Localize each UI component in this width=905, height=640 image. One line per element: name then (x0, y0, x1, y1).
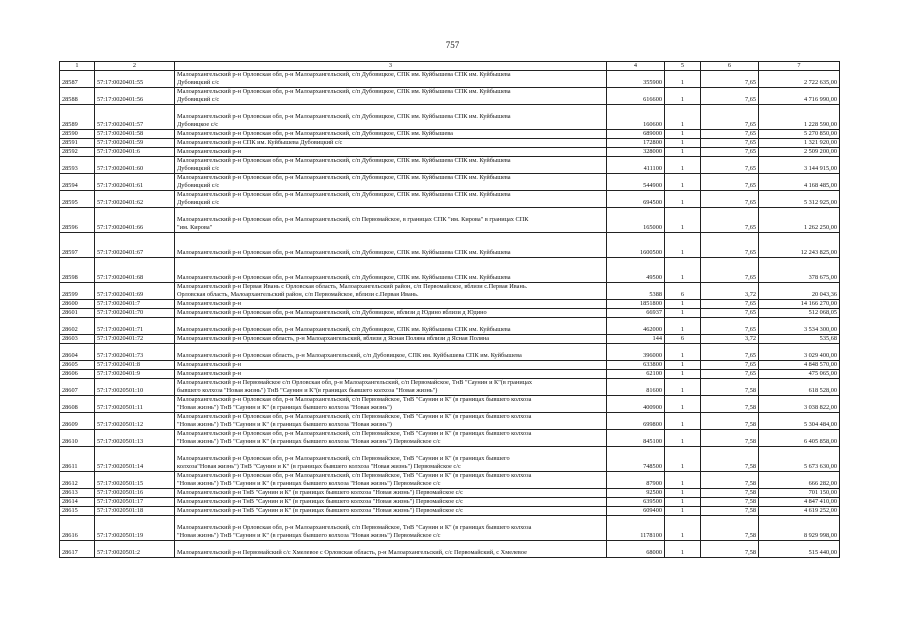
column-header: 2 (95, 62, 175, 71)
group-code: 1 (665, 309, 701, 318)
cadastral-number: 57:17:0020401:70 (95, 309, 175, 318)
area-value: 400900 (607, 396, 665, 413)
area-value: 699800 (607, 413, 665, 430)
location-description: Малоархангельский р-н Орловская обл, р-н Малоархангельский, с/п Дубовицкое, СПК им. Куйбышева СПК им. Куйбышева Дубовицкий с/с (175, 71, 607, 88)
cadastral-value: 515 440,00 (759, 541, 840, 558)
table-row (60, 379, 840, 396)
group-code: 1 (665, 516, 701, 541)
cadastral-value: 4 716 990,00 (759, 88, 840, 105)
rate-value: 7,65 (701, 71, 759, 88)
table-row (60, 174, 840, 191)
group-code: 1 (665, 208, 701, 233)
location-description: Малоархангельский р-н Орловская обл, р-н Малоархангельский, с/п Первомайское, ТнВ "Саунин и К" (в границах бывшего колхоза "Новая жизнь") ТнВ "Саунин и К" (в границах бывшего колхоза "Новая жизнь") (175, 396, 607, 413)
location-description: Малоархангельский р-н Орловская обл, р-н Малоархангельский, с/п Первомайское, ТнВ "Саунин и К" (в границах бывшего колхоза"Новая жизнь") ТнВ "Саунин и К" (в границах бывшего колхоза "Новая жизнь") Первомайское с/с (175, 447, 607, 472)
location-description: Малоархангельский р-н Первомайский с/с Хмелевое с Орловская область, р-н Малоархангельский, с/с Первомайский, с Хмелевое (175, 541, 607, 558)
location-description: Малоархангельский р-н (175, 370, 607, 379)
area-value: 68000 (607, 541, 665, 558)
group-code: 1 (665, 71, 701, 88)
location-description: Малоархангельский р-н Орловская обл, р-н Малоархангельский, с/п Первомайское, ТнВ "Саунин и К" (в границах бывшего колхоза "Новая жизнь") ТнВ "Саунин и К" (в границах бывшего колхоза "Новая жизнь") Первомайское с/с (175, 472, 607, 489)
rate-value: 7,58 (701, 498, 759, 507)
location-description: Малоархангельский р-н Орловская обл, р-н Малоархангельский, с/п Дубовицкое, СПК им. Куйбышева СПК им. Куйбышева (175, 318, 607, 335)
cadastral-number: 57:17:0020401:55 (95, 71, 175, 88)
area-value: 1600500 (607, 233, 665, 258)
location-description: Малоархангельский р-н ТнВ "Саунин и К" (в границах бывшего колхоза "Новая жизнь") Первомайское с/с (175, 498, 607, 507)
cadastral-value: 618 528,00 (759, 379, 840, 396)
cadastral-number: 57:17:0020401:56 (95, 88, 175, 105)
rate-value: 7,65 (701, 309, 759, 318)
cadastral-value: 2 509 200,00 (759, 148, 840, 157)
area-value: 544900 (607, 174, 665, 191)
cadastral-value: 4 847 410,00 (759, 498, 840, 507)
area-value: 462000 (607, 318, 665, 335)
location-description: Малоархангельский р-н Орловская обл, р-н Малоархангельский, с/п Дубовицкое, вблизи д Юдино вблизи д Юдино (175, 309, 607, 318)
group-code: 1 (665, 148, 701, 157)
cadastral-number: 57:17:0020401:57 (95, 105, 175, 130)
group-code: 1 (665, 105, 701, 130)
group-code: 1 (665, 174, 701, 191)
table-row (60, 430, 840, 447)
location-description: Малоархангельский р-н ТнВ "Саунин и К" (в границах бывшего колхоза "Новая жизнь") Первомайское с/с (175, 489, 607, 498)
row-number: 28611 (60, 447, 95, 472)
column-header: 4 (607, 62, 665, 71)
row-number: 28604 (60, 344, 95, 361)
table-row (60, 148, 840, 157)
rate-value: 7,65 (701, 361, 759, 370)
table-row (60, 208, 840, 233)
cadastral-value: 5 312 925,00 (759, 191, 840, 208)
row-number: 28605 (60, 361, 95, 370)
row-number: 28593 (60, 157, 95, 174)
rate-value: 7,65 (701, 157, 759, 174)
location-description: Малоархангельский р-н Орловская обл, р-н Малоархангельский, с/п Первомайское, ТнВ "Саунин и К" (в границах бывшего колхоза "Новая жизнь") ТнВ "Саунин и К" (в границах бывшего колхоза "Новая жизнь") Первомайское с/с (175, 430, 607, 447)
row-number: 28591 (60, 139, 95, 148)
area-value: 1178100 (607, 516, 665, 541)
rate-value: 7,58 (701, 413, 759, 430)
location-description: Малоархангельский р-н Орловская обл, р-н Малоархангельский, с/п Дубовицкое, СПК им. Куйбышева СПК им. Куйбышева Дубовицкий с/с (175, 88, 607, 105)
table-row (60, 191, 840, 208)
location-description: Малоархангельский р-н Орловская обл, р-н Малоархангельский, с/п Первомайское, ТнВ "Саунин и К" (в границах бывшего колхоза "Новая жизнь") ТнВ "Саунин и К" (в границах бывшего колхоза "Новая жизнь") Первомайское с/с (175, 516, 607, 541)
rate-value: 3,72 (701, 335, 759, 344)
rate-value: 7,65 (701, 105, 759, 130)
area-value: 396000 (607, 344, 665, 361)
group-code: 1 (665, 300, 701, 309)
table-row (60, 258, 840, 283)
area-value: 633800 (607, 361, 665, 370)
table-row (60, 335, 840, 344)
row-number: 28603 (60, 335, 95, 344)
cadastral-number: 57:17:0020501:16 (95, 489, 175, 498)
page-number: 757 (445, 40, 460, 50)
row-number: 28599 (60, 283, 95, 300)
rate-value: 7,65 (701, 174, 759, 191)
row-number: 28597 (60, 233, 95, 258)
table-row (60, 300, 840, 309)
rate-value: 7,58 (701, 541, 759, 558)
row-number: 28592 (60, 148, 95, 157)
rate-value: 7,65 (701, 233, 759, 258)
location-description: Малоархангельский р-н (175, 300, 607, 309)
row-number: 28615 (60, 507, 95, 516)
cadastral-value: 3 534 300,00 (759, 318, 840, 335)
cadastral-value: 1 228 590,00 (759, 105, 840, 130)
group-code: 1 (665, 379, 701, 396)
column-header: 7 (759, 62, 840, 71)
cadastral-value: 4 848 570,00 (759, 361, 840, 370)
area-value: 845100 (607, 430, 665, 447)
location-description: Малоархангельский р-н Орловская обл, р-н Малоархангельский, с/п Дубовицкое, СПК им. Куйбышева СПК им. Куйбышева Дубовицкий с/с (175, 191, 607, 208)
cadastral-number: 57:17:0020401:71 (95, 318, 175, 335)
cadastral-number: 57:17:0020401:61 (95, 174, 175, 191)
area-value: 81600 (607, 379, 665, 396)
cadastral-number: 57:17:0020401:67 (95, 233, 175, 258)
row-number: 28594 (60, 174, 95, 191)
rate-value: 7,58 (701, 379, 759, 396)
row-number: 28613 (60, 489, 95, 498)
table-row (60, 139, 840, 148)
area-value: 172800 (607, 139, 665, 148)
column-header: 1 (60, 62, 95, 71)
cadastral-number: 57:17:0020401:66 (95, 208, 175, 233)
cadastral-value: 475 065,00 (759, 370, 840, 379)
table-row (60, 88, 840, 105)
group-code: 1 (665, 370, 701, 379)
group-code: 1 (665, 430, 701, 447)
group-code: 1 (665, 498, 701, 507)
table-row (60, 507, 840, 516)
location-description: Малоархангельский р-н Орловская обл, р-н Малоархангельский, с/п Первомайское, ТнВ "Саунин и К" (в границах бывшего колхоза "Новая жизнь") ТнВ "Саунин и К" (в границах бывшего колхоза "Новая жизнь") (175, 413, 607, 430)
row-number: 28595 (60, 191, 95, 208)
cadastral-value: 5 673 630,00 (759, 447, 840, 472)
location-description: Малоархангельский р-н (175, 361, 607, 370)
group-code: 1 (665, 157, 701, 174)
table-row (60, 447, 840, 472)
cadastral-value: 3 144 915,00 (759, 157, 840, 174)
group-code: 1 (665, 472, 701, 489)
cadastral-value: 3 029 400,00 (759, 344, 840, 361)
area-value: 411100 (607, 157, 665, 174)
cadastral-number: 57:17:0020401:58 (95, 130, 175, 139)
rate-value: 7,58 (701, 507, 759, 516)
row-number: 28610 (60, 430, 95, 447)
cadastral-value: 1 321 920,00 (759, 139, 840, 148)
rate-value: 7,65 (701, 139, 759, 148)
location-description: Малоархангельский р-н Орловская обл, р-н Малоархангельский, с/п Дубовицкое, СПК им. Куйбышева СПК им. Куйбышева Дубовицкий с/с (175, 157, 607, 174)
group-code: 1 (665, 447, 701, 472)
row-number: 28587 (60, 71, 95, 88)
group-code: 1 (665, 344, 701, 361)
column-header: 3 (175, 62, 607, 71)
cadastral-number: 57:17:0020401:73 (95, 344, 175, 361)
rate-value: 7,65 (701, 258, 759, 283)
row-number: 28608 (60, 396, 95, 413)
row-number: 28589 (60, 105, 95, 130)
rate-value: 7,65 (701, 318, 759, 335)
table-row (60, 396, 840, 413)
area-value: 165000 (607, 208, 665, 233)
rate-value: 7,58 (701, 447, 759, 472)
rate-value: 7,58 (701, 516, 759, 541)
cadastral-number: 57:17:0020501:10 (95, 379, 175, 396)
area-value: 616600 (607, 88, 665, 105)
area-value: 689000 (607, 130, 665, 139)
rate-value: 7,58 (701, 489, 759, 498)
table-row (60, 233, 840, 258)
group-code: 6 (665, 283, 701, 300)
location-description: Малоархангельский р-н Орловская обл, р-н Малоархангельский, с/п Дубовицкое, СПК им. Куйбышева СПК им. Куйбышева Дубовицкое с/с (175, 105, 607, 130)
row-number: 28612 (60, 472, 95, 489)
cadastral-value: 20 043,36 (759, 283, 840, 300)
cadastral-value: 6 405 858,00 (759, 430, 840, 447)
location-description: Малоархангельский р-н Первомайское с/п Орловская обл, р-н Малоархангельский, с/п Первомайское, ТнВ "Саунин и К"(в границах бывшего колхоза "Новая жизнь") ТнВ "Саунин и К"(в границах бывшего колхоза "Новая жизнь") (175, 379, 607, 396)
cadastral-number: 57:17:0020401:8 (95, 361, 175, 370)
table-row (60, 157, 840, 174)
cadastral-number: 57:17:0020401:69 (95, 283, 175, 300)
row-number: 28601 (60, 309, 95, 318)
cadastral-value: 1 262 250,00 (759, 208, 840, 233)
area-value: 694500 (607, 191, 665, 208)
table-row (60, 472, 840, 489)
row-number: 28609 (60, 413, 95, 430)
rate-value: 7,65 (701, 344, 759, 361)
cadastral-value: 666 282,00 (759, 472, 840, 489)
rate-value: 7,65 (701, 370, 759, 379)
location-description: Малоархангельский р-н ТнВ "Саунин и К" (в границах бывшего колхоза "Новая жизнь") Первомайское с/с (175, 507, 607, 516)
cadastral-number: 57:17:0020401:68 (95, 258, 175, 283)
rate-value: 7,58 (701, 396, 759, 413)
cadastral-value: 4 619 252,00 (759, 507, 840, 516)
table-row (60, 71, 840, 88)
cadastral-number: 57:17:0020501:19 (95, 516, 175, 541)
area-value: 92500 (607, 489, 665, 498)
row-number: 28602 (60, 318, 95, 335)
area-value: 87900 (607, 472, 665, 489)
rate-value: 7,58 (701, 430, 759, 447)
group-code: 1 (665, 318, 701, 335)
rate-value: 7,65 (701, 300, 759, 309)
cadastral-number: 57:17:0020501:2 (95, 541, 175, 558)
area-value: 49500 (607, 258, 665, 283)
group-code: 1 (665, 191, 701, 208)
table-row (60, 413, 840, 430)
cadastral-value: 512 068,05 (759, 309, 840, 318)
cadastral-value: 5 304 484,00 (759, 413, 840, 430)
cadastral-number: 57:17:0020501:17 (95, 498, 175, 507)
row-number: 28607 (60, 379, 95, 396)
row-number: 28614 (60, 498, 95, 507)
group-code: 1 (665, 361, 701, 370)
rate-value: 7,65 (701, 130, 759, 139)
area-value: 748500 (607, 447, 665, 472)
location-description: Малоархангельский р-н Орловская обл, р-н Малоархангельский, с/п Дубовицкое, СПК им. Куйбышева СПК им. Куйбышева Дубовицкий с/с (175, 174, 607, 191)
cadastral-number: 57:17:0020501:13 (95, 430, 175, 447)
group-code: 1 (665, 396, 701, 413)
rate-value: 7,65 (701, 208, 759, 233)
column-header: 5 (665, 62, 701, 71)
cadastral-value: 5 270 850,00 (759, 130, 840, 139)
cadastral-value: 701 150,00 (759, 489, 840, 498)
group-code: 1 (665, 489, 701, 498)
table-header-row (60, 62, 840, 71)
cadastral-number: 57:17:0020401:9 (95, 370, 175, 379)
row-number: 28588 (60, 88, 95, 105)
group-code: 1 (665, 130, 701, 139)
group-code: 1 (665, 233, 701, 258)
table-row (60, 283, 840, 300)
cadastral-number: 57:17:0020501:11 (95, 396, 175, 413)
table-row (60, 105, 840, 130)
cadastral-value: 4 168 485,00 (759, 174, 840, 191)
location-description: Малоархангельский р-н Орловская обл, р-н Малоархангельский, с/п Дубовицкое, СПК им. Куйбышева СПК им. Куйбышева (175, 233, 607, 258)
rate-value: 7,65 (701, 191, 759, 208)
cadastral-value: 12 243 825,00 (759, 233, 840, 258)
group-code: 1 (665, 88, 701, 105)
cadastral-value: 14 166 270,00 (759, 300, 840, 309)
area-value: 66937 (607, 309, 665, 318)
area-value: 639500 (607, 498, 665, 507)
group-code: 1 (665, 258, 701, 283)
cadastral-number: 57:17:0020401:6 (95, 148, 175, 157)
area-value: 609400 (607, 507, 665, 516)
cadastral-number: 57:17:0020401:59 (95, 139, 175, 148)
rate-value: 7,65 (701, 88, 759, 105)
cadastral-value: 3 038 822,00 (759, 396, 840, 413)
area-value: 62100 (607, 370, 665, 379)
location-description: Малоархангельский р-н Первая Ивань с Орловская область, Малоархангельский район, с/п Первомайское, вблизи с.Первая Ивань. Орловская область, Малоархангельский район, с/п Первомайское, вблизи с.Первая Ивань. (175, 283, 607, 300)
cadastral-number: 57:17:0020501:15 (95, 472, 175, 489)
row-number: 28600 (60, 300, 95, 309)
cadastral-value: 378 675,00 (759, 258, 840, 283)
location-description: Малоархангельский р-н Орловская область, р-н Малоархангельский, вблизи д Ясная Поляна вблизи д Ясная Поляна (175, 335, 607, 344)
location-description: Малоархангельский р-н Орловская обл, р-н Малоархангельский, с/п Дубовицкое, СПК им. Куйбышева СПК им. Куйбышева (175, 258, 607, 283)
cadastral-value: 2 722 635,00 (759, 71, 840, 88)
location-description: Малоархангельский р-н Орловская обл, р-н Малоархангельский, с/п Первомайское, в границах СПК "им. Кирова" в границах СПК "им. Кирова" (175, 208, 607, 233)
area-value: 160600 (607, 105, 665, 130)
rate-value: 7,58 (701, 472, 759, 489)
row-number: 28616 (60, 516, 95, 541)
table-row (60, 309, 840, 318)
cadastral-number: 57:17:0020401:7 (95, 300, 175, 309)
group-code: 1 (665, 139, 701, 148)
group-code: 1 (665, 507, 701, 516)
row-number: 28598 (60, 258, 95, 283)
cadastral-number: 57:17:0020401:72 (95, 335, 175, 344)
cadastral-number: 57:17:0020501:12 (95, 413, 175, 430)
rate-value: 7,65 (701, 148, 759, 157)
table-row (60, 541, 840, 558)
cadastral-table (59, 61, 840, 558)
row-number: 28596 (60, 208, 95, 233)
row-number: 28590 (60, 130, 95, 139)
location-description: Малоархангельский р-н Орловская обл, р-н Малоархангельский, с/п Дубовицкое, СПК им. Куйбышева (175, 130, 607, 139)
location-description: Малоархангельский р-н Орловская область, р-н Малоархангельский, с/п Дубовицкое, СПК им. Куйбышева СПК им. Куйбышева (175, 344, 607, 361)
table-body (60, 71, 840, 558)
table-row (60, 516, 840, 541)
column-header: 6 (701, 62, 759, 71)
area-value: 5388 (607, 283, 665, 300)
table-row (60, 318, 840, 335)
area-value: 355900 (607, 71, 665, 88)
row-number: 28606 (60, 370, 95, 379)
group-code: 1 (665, 413, 701, 430)
location-description: Малоархангельский р-н (175, 148, 607, 157)
cadastral-number: 57:17:0020501:14 (95, 447, 175, 472)
group-code: 6 (665, 335, 701, 344)
table-row (60, 498, 840, 507)
cadastral-value: 535,68 (759, 335, 840, 344)
cadastral-number: 57:17:0020401:60 (95, 157, 175, 174)
row-number: 28617 (60, 541, 95, 558)
area-value: 328000 (607, 148, 665, 157)
cadastral-value: 8 929 998,00 (759, 516, 840, 541)
area-value: 1851800 (607, 300, 665, 309)
table-row (60, 130, 840, 139)
area-value: 144 (607, 335, 665, 344)
rate-value: 3,72 (701, 283, 759, 300)
table-row (60, 361, 840, 370)
location-description: Малоархангельский р-н СПК им. Куйбышева Дубовицкий с/с (175, 139, 607, 148)
table-row (60, 489, 840, 498)
table-row (60, 344, 840, 361)
cadastral-number: 57:17:0020501:18 (95, 507, 175, 516)
table-row (60, 370, 840, 379)
group-code: 1 (665, 541, 701, 558)
cadastral-number: 57:17:0020401:62 (95, 191, 175, 208)
